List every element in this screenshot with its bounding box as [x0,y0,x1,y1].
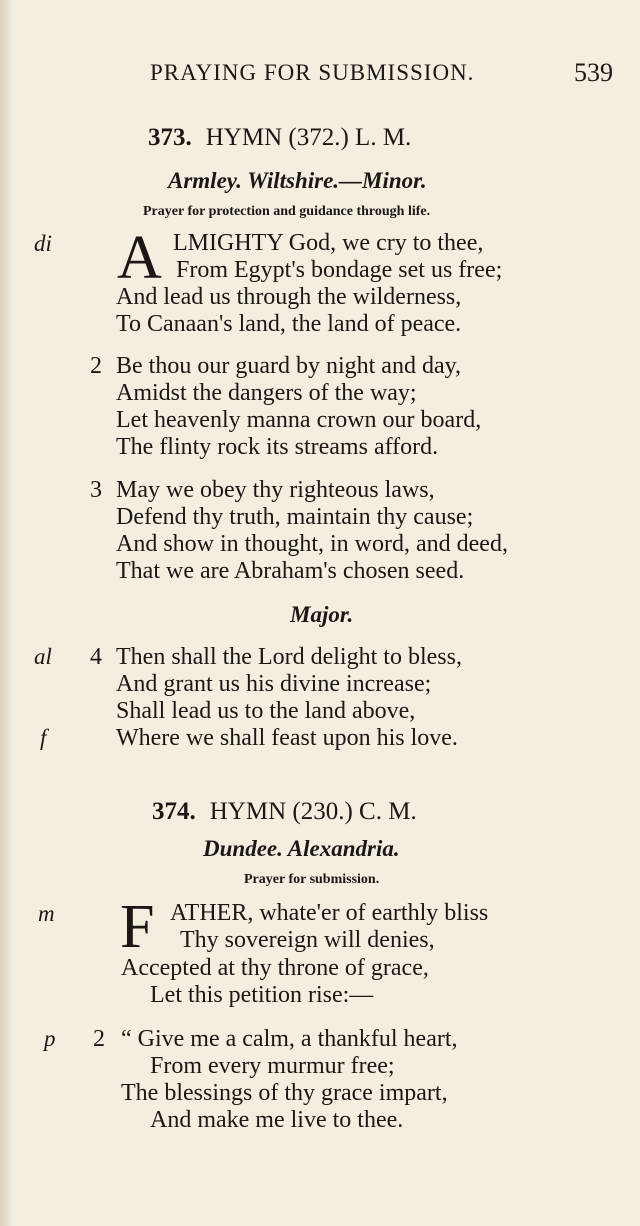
hymn-373-title: HYMN (372.) L. M. [205,124,412,151]
verse-line: Be thou our guard by night and day, [116,353,462,379]
hymn-373-tunes: Armley. Wiltshire.—Minor. [168,168,427,193]
running-head: PRAYING FOR SUBMISSION. [150,60,475,85]
verse-line: From every murmur free; [150,1053,395,1079]
verse-line: Shall lead us to the land above, [116,698,416,724]
verse-line: Let this petition rise:— [150,982,374,1008]
verse-line: The blessings of thy grace impart, [121,1080,448,1106]
verse-line: And lead us through the wilderness, [116,284,462,310]
hymn-373-number: 373. [148,124,192,151]
verse-line: “ Give me a calm, a thankful heart, [121,1026,458,1052]
verse-line: Then shall the Lord delight to bless, [116,644,462,670]
verse-line: Amidst the dangers of the way; [116,380,417,406]
verse-line: Defend thy truth, maintain thy cause; [116,504,474,530]
dynamic-mark: m [38,901,55,926]
verse-line: Accepted at thy throne of grace, [121,955,429,981]
hymn-374-number: 374. [152,798,196,825]
dynamic-mark: al [34,644,52,669]
verse-line: May we obey thy righteous laws, [116,477,435,503]
verse-line: And grant us his divine increase; [116,671,432,697]
verse-line: And show in thought, in word, and deed, [116,531,508,557]
drop-cap: F [120,893,155,961]
verse-line: LMIGHTY God, we cry to thee, [173,230,484,256]
verse-line: Where we shall feast upon his love. [116,725,458,751]
dynamic-mark: p [44,1026,56,1051]
verse-line: From Egypt's bondage set us free; [176,257,503,283]
hymn-374-title: HYMN (230.) C. M. [209,798,417,825]
page-number: 539 [574,58,613,87]
hymn-374-subject: Prayer for submission. [244,872,380,887]
verse-line: To Canaan's land, the land of peace. [116,311,462,337]
stanza-number: 4 [90,644,102,670]
verse-line: ATHER, whate'er of earthly bliss [170,900,489,926]
hymn-373-heading [148,124,411,152]
verse-line: The flinty rock its streams afford. [116,434,439,460]
hymn-373-subject: Prayer for protection and guidance through life. [143,204,431,219]
stanza-number: 2 [93,1026,105,1052]
hymn-374-heading [152,798,417,826]
verse-line: And make me live to thee. [150,1107,404,1133]
verse-line: That we are Abraham's chosen seed. [116,558,465,584]
drop-cap: A [117,224,162,292]
hymn-374-tunes: Dundee. Alexandria. [203,836,400,861]
page-edge [0,0,14,1226]
verse-line: Thy sovereign will denies, [180,927,435,953]
section-label-major: Major. [290,602,354,627]
stanza-number: 2 [90,353,102,379]
stanza-number: 3 [90,477,102,503]
dynamic-mark: f [40,725,47,750]
verse-line: Let heavenly manna crown our board, [116,407,482,433]
dynamic-mark: di [34,231,52,256]
